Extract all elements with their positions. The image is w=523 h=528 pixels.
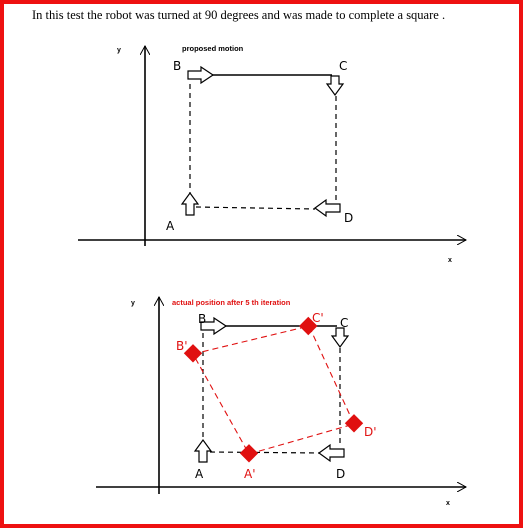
point-label-c: C xyxy=(339,59,348,73)
arrow-down-icon xyxy=(332,328,348,347)
arrow-up-icon xyxy=(182,193,198,215)
x-axis-label: x xyxy=(446,500,450,507)
arrow-left-icon xyxy=(319,445,344,461)
actual-label-b: B' xyxy=(176,339,188,353)
path-bottom xyxy=(196,207,315,209)
arrow-right-icon xyxy=(188,67,213,83)
arrow-left-icon xyxy=(315,200,340,216)
diagram-actual xyxy=(96,297,466,507)
actual-path xyxy=(193,326,354,454)
caption-text: In this test the robot was turned at 90 degrees and was made to complete a square . xyxy=(32,8,446,22)
actual-point-a-marker xyxy=(240,444,258,462)
point-label-a: A xyxy=(195,467,204,481)
y-axis-label: y xyxy=(131,300,135,307)
actual-label-d: D' xyxy=(364,425,377,439)
actual-label-a: A' xyxy=(244,467,256,481)
point-label-b: B xyxy=(198,312,207,326)
point-label-c: C xyxy=(340,316,349,330)
diagram-proposed xyxy=(78,44,466,264)
point-label-d: D xyxy=(336,467,346,481)
arrow-up-icon xyxy=(195,440,211,462)
path-bottom xyxy=(210,452,320,453)
point-label-a: A xyxy=(166,219,175,233)
y-axis-label: y xyxy=(117,47,121,54)
actual-point-d-marker xyxy=(345,414,363,432)
x-axis-label: x xyxy=(448,257,452,264)
actual-label-c: C' xyxy=(312,311,324,325)
diagram-title: actual position after 5 th iteration xyxy=(172,298,291,307)
point-label-b: B xyxy=(173,59,182,73)
arrow-down-icon xyxy=(327,76,343,95)
diagram-title: proposed motion xyxy=(182,44,244,53)
point-label-d: D xyxy=(344,211,354,225)
